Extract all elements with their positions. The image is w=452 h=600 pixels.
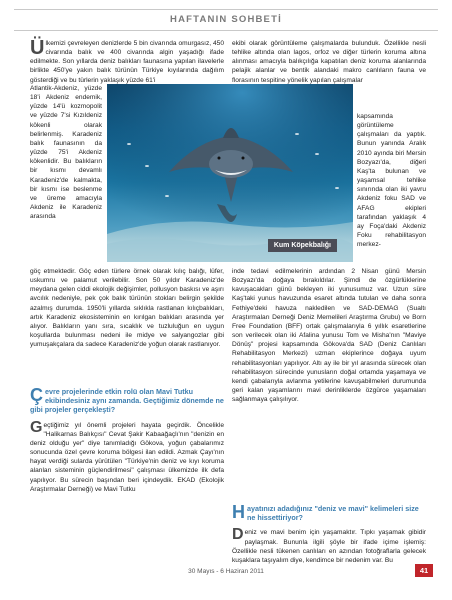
paragraph: lkemizi çevreleyen denizlerde 5 bin civarında omurgasız, 450 civarında balık ve 400 civarında algin yaşadığı ifade edilmekte. Son yıllarda deniz balıkları faunasına yapılan ilavelerle birlikte 450'ye yakın balık türünün Türkiye kıyılarında dağılım gösterdiği ve bu türlerin yaklaşık yüzde 61'i	[30, 40, 224, 84]
photo-caption: Kum Köpekbalığı	[268, 239, 337, 252]
answer-dropcap: G	[30, 418, 43, 436]
question-heading	[232, 504, 426, 522]
section-title: HAFTANIN SOHBETİ	[170, 14, 282, 25]
paragraph: inde tedavi edilmelerinin ardından 2 Nisan günü Mersin Bozyazı'da doğaya bırakıldılar. Şimdi de özgürlüklerine kavuşacakları günü bekleyen iki yunusumuz var. Uzun süre Kaş'taki yunus havuzunda esaret altında tutulan ve daha sonra Fethiye'deki havuza nakledilen ve SAD-DEMAG (Sualtı Araştırmaları Derneği Deniz Memelileri Araştırma Grubu) ve Born Free Foundation (BFF) ortak çalışmalarıyla 6 yıllık esaretlerine son verilecek olan iki Afalina yunusu Tom ve Misha'nın "Maviye Dönüş" projesi kapsamında Gökova'da SAD (Deniz Canlıları Rehabilitasyon Merkezi) uzman ekiplerince doğaya uyum rehabilitasyonları yapılıyor. Altı ay ile bir yıl arasında sürecek olan rehabilitasyon sürecinde yunusların doğal ortamda yaşamaya ve kendi çabalarıyla avlanma yetilerine kavuşabilmeleri durumunda geri kalan yaşamlarını mavi derinliklerde özgürce yaşamaları sağlanmaya çalışılıyor.	[232, 268, 426, 404]
shark-underwater-photo-icon	[107, 84, 353, 262]
paragraph: Atlantik-Akdeniz, yüzde 18'i Akdeniz endemik, yüzde 14'ü kozmopolit ve yüzde 7'si Kızıldeniz kökenli olarak belirlenmiş. Karadeniz balık faunasının da yüzde 75'i Akdeniz kökenlidir. Bu balıkların bir kısmı devamlı Karadeniz'de kalmakta, bir kısmı ise beslenme ve üreme amacıyla Akdeniz ile Karadeniz arasında	[30, 85, 102, 221]
paragraph: göç etmektedir. Göç eden türlere örnek olarak kılıç balığı, lüfer, uskumru ve palamut verilebilir. Son 50 yıldır Karadeniz'de meydana gelen ciddi ekolojik değişimler, pollusyon baskısı ve aşırı avcılık nedeniyle, pek çok balık türünün stokları belirgin şekilde azalmış durumda. 1950'li yıllarda sıklıkla rastlanan kılıçbalıkları, artık Karadeniz ekosisteminin en kırılgan balıkları arasında yer alıyor. Balıkların yanı sıra, sıcaklık ve tuzluluğun en uygun koşullarda bulunması nedeni ile midye ve salyangozlar gibi yumuşakçalara da sadece Karadeniz'de yoğun olarak rastlanıyor.	[30, 268, 224, 349]
question-block-2	[232, 504, 426, 572]
shark-photo	[107, 84, 353, 262]
left-column-narrow	[30, 84, 102, 221]
header-top-rule	[14, 9, 438, 10]
right-column-narrow	[357, 112, 426, 249]
right-column-body	[232, 267, 426, 404]
question-text: evre projelerinde etkin rolü olan Mavi Tutku ekibindesiniz aynı zamanda. Geçtiğimiz dönemde ne gibi projeler gerçekleşti?	[30, 387, 224, 415]
question-heading	[30, 387, 224, 415]
question-dropcap: Ç	[30, 385, 43, 405]
dropcap: Ü	[30, 37, 45, 59]
paragraph: kapsamında görüntüleme çalışmaları da yaptık. Bunun yanında Aralık 2010 ayında biri Mersin Bozyazı'da, diğeri Kaş'ta bulunan ve yaşamsal tehlike sınırında olan iki yavru Akdeniz foku SAD ve AFAG ekipleri tarafından yaklaşık 4 ay Foça'daki Akdeniz Foku rehabilitasyon merkez-	[357, 113, 426, 249]
page-number-badge: 41	[415, 564, 433, 577]
left-column-body	[30, 267, 224, 349]
answer-text: eçtiğimiz yıl önemli projeleri hayata geçirdik. Öncelikle "Halikarnas Balıkçısı" Cevat Şakir Kabaağaçlı'nın "denizin en deniz olduğu yer" diye tanımladığı Gökova, yoğun çabalarımız sonucunda özel çevre koruma bölgesi ilan edildi. Azmak Çayı'nın hayat verdiği sularda yürütülen "Türkiye'nin deniz ve kıyı koruma alanları sisteminin güçlendirilmesi" çalışması ülkemizde ilk defa yapılıyor. Bu sürecin başından beri içindeydik. EKAD (Ekolojik Araştırmalar Derneği) ve Mavi Tutku	[30, 421, 224, 493]
answer-dropcap: D	[232, 526, 244, 544]
answer-paragraph	[232, 528, 426, 565]
right-column-intro	[232, 39, 426, 85]
paragraph: ekibi olarak görüntüleme çalışmalarda bulunduk. Özellikle nesli tehlike altında olan lagos, orfoz ve diğer türlerin koruma altına alınması amacıyla balıkçılığa kapatılan deniz koruma alanlarında pelajik alanlar ve bentik alandaki makro canlıların fauna ve florasının tespitine yönelik yapılan çalışmalar	[232, 40, 426, 84]
answer-text: eniz ve mavi benim için yaşamaktır. Tıpkı yaşamak gibidir paylaşmak. Bununla ilgili şöyle bir ifade içime işlemiş: Özellikle nesli tükenen canlıları en azından fotoğraflarla gelecek kuşaklara taşıyalım diye, kendimce bir nedenim var. Bu	[232, 529, 426, 564]
issue-date: 30 Mayıs - 6 Haziran 2011	[188, 568, 264, 575]
header-bottom-rule	[14, 30, 438, 31]
question-block-1	[30, 387, 224, 500]
answer-paragraph	[30, 418, 224, 494]
question-dropcap: H	[232, 502, 245, 522]
left-column-intro	[30, 39, 224, 85]
question-text: ayatınızı adadığınız "deniz ve mavi" kelimeleri size ne hissettiriyor?	[247, 504, 419, 523]
